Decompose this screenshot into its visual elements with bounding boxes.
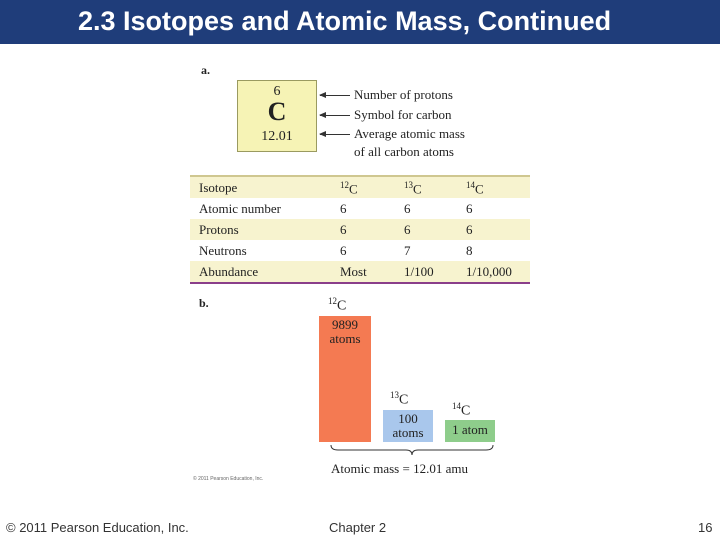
row-label: Isotope — [199, 180, 238, 195]
bar-label-c13: $^{13}$C — [390, 390, 409, 408]
table-row — [190, 240, 530, 261]
bar-c12: 9899 atoms — [319, 316, 371, 442]
bar-c14: 1 atom — [445, 420, 495, 442]
row-label: Neutrons — [199, 243, 247, 258]
bar-label-c14: $^{14}$C — [452, 401, 471, 419]
table-row — [190, 219, 530, 240]
title-bar — [0, 0, 720, 44]
table-row — [190, 261, 530, 282]
footer-chapter: Chapter 2 — [329, 520, 387, 535]
isotope-c12: $^{12}$C — [340, 180, 358, 197]
callout-average-mass: Average atomic mass — [354, 126, 465, 141]
table-cell: 6 — [340, 243, 347, 258]
table-cell: 7 — [404, 243, 411, 258]
table-cell: 6 — [340, 201, 347, 216]
atomic-mass: 12.01 — [261, 129, 293, 144]
element-symbol: C — [267, 97, 287, 126]
callout-average-mass-cont: of all carbon atoms — [354, 144, 454, 159]
callout-symbol: Symbol for carbon — [354, 107, 452, 122]
isotope-table — [190, 175, 530, 284]
footer-copyright: © 2011 Pearson Education, Inc. — [6, 520, 189, 535]
arrow-left-icon — [320, 115, 350, 116]
table-cell: 6 — [466, 201, 473, 216]
table-row — [190, 198, 530, 219]
table-cell: 8 — [466, 243, 473, 258]
bar-c13: 100 atoms — [383, 410, 433, 442]
carbon-element-box — [237, 80, 317, 152]
atomic-number: 6 — [273, 84, 281, 99]
part-b-label: b. — [199, 296, 209, 310]
table-cell: 1/100 — [404, 264, 434, 279]
figure-credit: © 2011 Pearson Education, Inc. — [193, 476, 264, 482]
slide-title: 2.3 Isotopes and Atomic Mass, Continued — [78, 6, 612, 36]
table-cell: 6 — [466, 222, 473, 237]
table-cell: 6 — [404, 222, 411, 237]
row-label: Atomic number — [199, 201, 281, 216]
arrow-left-icon — [320, 95, 350, 96]
part-a-label: a. — [201, 63, 210, 77]
row-label: Abundance — [199, 264, 259, 279]
bar-label-c12: $^{12}$C — [328, 296, 347, 314]
atomic-mass-caption: Atomic mass = 12.01 amu — [331, 461, 468, 476]
table-cell: 1/10,000 — [466, 264, 512, 279]
isotope-c14: $^{14}$C — [466, 180, 484, 197]
table-bottom-rule — [190, 282, 530, 284]
footer-page-number: 16 — [698, 520, 713, 535]
table-cell: 6 — [340, 222, 347, 237]
brace-icon — [330, 444, 494, 456]
arrow-left-icon — [320, 134, 350, 135]
row-label: Protons — [199, 222, 239, 237]
table-row — [190, 177, 530, 198]
table-cell: 6 — [404, 201, 411, 216]
isotope-c13: $^{13}$C — [404, 180, 422, 197]
callout-protons: Number of protons — [354, 87, 453, 102]
table-cell: Most — [340, 264, 367, 279]
